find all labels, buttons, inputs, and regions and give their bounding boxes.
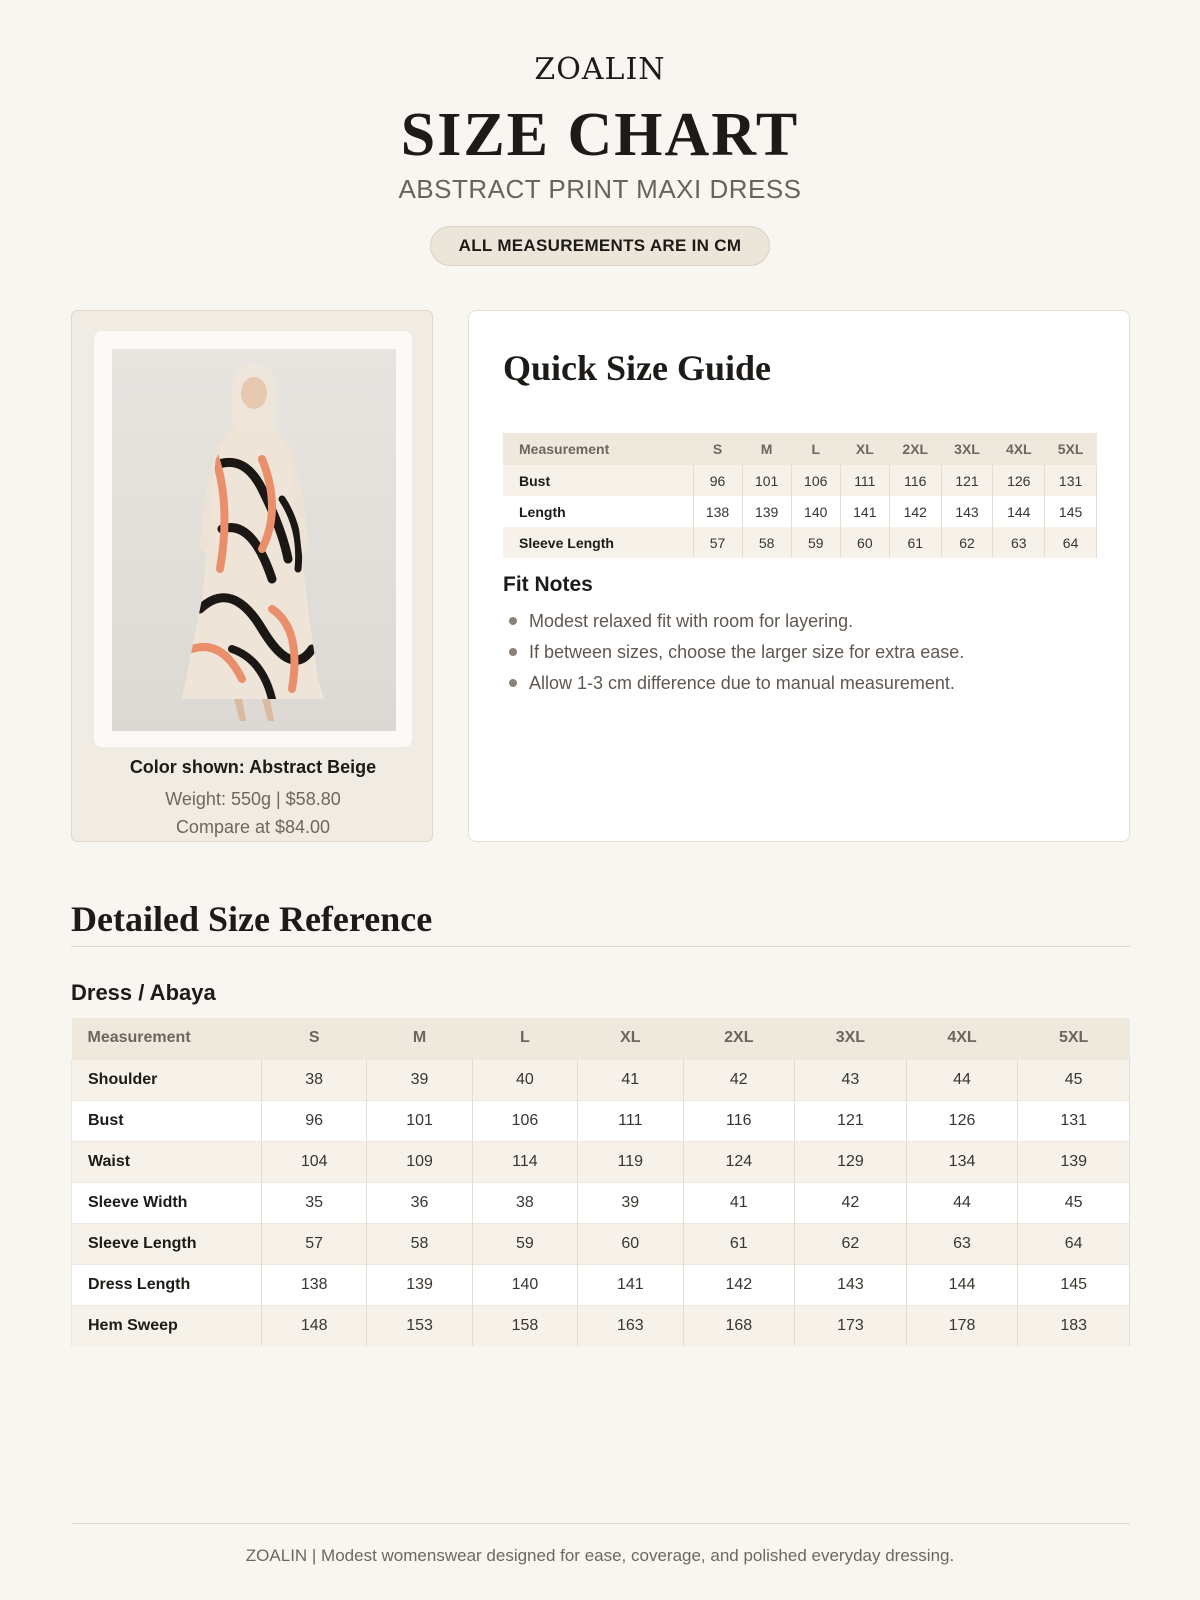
- table-cell: 111: [840, 465, 889, 496]
- column-header: S: [693, 433, 742, 465]
- table-cell: 62: [941, 527, 993, 558]
- table-cell: 41: [683, 1182, 795, 1223]
- table-cell: 39: [367, 1059, 472, 1100]
- row-label-cell: Sleeve Width: [72, 1182, 262, 1223]
- table-cell: 106: [472, 1100, 577, 1141]
- table-cell: 138: [262, 1264, 367, 1305]
- footer-divider: [71, 1523, 1130, 1524]
- table-cell: 57: [262, 1223, 367, 1264]
- table-cell: 124: [683, 1141, 795, 1182]
- column-header: 2XL: [889, 433, 941, 465]
- table-cell: 42: [795, 1182, 907, 1223]
- product-photo-frame: [94, 331, 412, 747]
- table-cell: 131: [1045, 465, 1097, 496]
- detailed-size-table: [71, 1018, 1130, 1346]
- table-cell: 104: [262, 1141, 367, 1182]
- table-cell: 109: [367, 1141, 472, 1182]
- table-cell: 101: [742, 465, 791, 496]
- table-cell: 41: [578, 1059, 683, 1100]
- table-cell: 45: [1018, 1182, 1130, 1223]
- row-label-cell: Dress Length: [72, 1264, 262, 1305]
- fit-notes-title: Fit Notes: [503, 573, 593, 596]
- table-row: [72, 1182, 1130, 1223]
- table-cell: 140: [791, 496, 840, 527]
- table-cell: 63: [906, 1223, 1018, 1264]
- table-cell: 140: [472, 1264, 577, 1305]
- table-cell: 141: [578, 1264, 683, 1305]
- table-cell: 148: [262, 1305, 367, 1346]
- column-header: L: [791, 433, 840, 465]
- table-header-row: [503, 433, 1097, 465]
- footer-text: ZOALIN | Modest womenswear designed for ease, coverage, and polished everyday dressing.: [245, 1546, 955, 1565]
- table-cell: 36: [367, 1182, 472, 1223]
- table-cell: 101: [367, 1100, 472, 1141]
- table-cell: 61: [889, 527, 941, 558]
- table-cell: 114: [472, 1141, 577, 1182]
- list-item: [503, 638, 964, 669]
- table-cell: 142: [683, 1264, 795, 1305]
- column-header: M: [367, 1018, 472, 1059]
- table-cell: 129: [795, 1141, 907, 1182]
- table-cell: 59: [472, 1223, 577, 1264]
- page-title: SIZE CHART: [400, 101, 800, 169]
- detailed-reference-title: Detailed Size Reference: [71, 899, 433, 939]
- table-cell: 44: [906, 1059, 1018, 1100]
- table-cell: 126: [906, 1100, 1018, 1141]
- quick-size-guide-card: [468, 310, 1130, 842]
- bullet-icon: [509, 679, 517, 687]
- column-header: 4XL: [906, 1018, 1018, 1059]
- table-row: [72, 1059, 1130, 1100]
- table-cell: 60: [840, 527, 889, 558]
- column-header: XL: [578, 1018, 683, 1059]
- table-cell: 168: [683, 1305, 795, 1346]
- table-cell: 57: [693, 527, 742, 558]
- model-illustration: [112, 349, 396, 731]
- table-cell: 116: [889, 465, 941, 496]
- table-cell: 144: [906, 1264, 1018, 1305]
- table-row: [503, 527, 1097, 558]
- column-header: M: [742, 433, 791, 465]
- table-cell: 139: [742, 496, 791, 527]
- table-cell: 64: [1045, 527, 1097, 558]
- table-cell: 62: [795, 1223, 907, 1264]
- table-cell: 138: [693, 496, 742, 527]
- product-subtitle: ABSTRACT PRINT MAXI DRESS: [398, 174, 802, 204]
- table-cell: 35: [262, 1182, 367, 1223]
- fit-note-text: Modest relaxed fit with room for layering.: [529, 611, 854, 631]
- column-header: XL: [840, 433, 889, 465]
- product-photo: [112, 349, 396, 731]
- garment-section-label: Dress / Abaya: [71, 980, 216, 1005]
- table-cell: 121: [941, 465, 993, 496]
- row-label-cell: Sleeve Length: [72, 1223, 262, 1264]
- column-header: S: [262, 1018, 367, 1059]
- table-cell: 58: [367, 1223, 472, 1264]
- color-shown-label: Color shown: Abstract Beige: [129, 757, 377, 777]
- fit-note-text: If between sizes, choose the larger size for extra ease.: [529, 642, 965, 662]
- table-cell: 64: [1018, 1223, 1130, 1264]
- table-cell: 145: [1018, 1264, 1130, 1305]
- brand-logo: ZOALIN: [534, 52, 666, 87]
- table-row: [503, 465, 1097, 496]
- table-cell: 144: [993, 496, 1045, 527]
- bullet-icon: [509, 617, 517, 625]
- table-cell: 158: [472, 1305, 577, 1346]
- table-cell: 58: [742, 527, 791, 558]
- table-cell: 38: [472, 1182, 577, 1223]
- column-header: 5XL: [1018, 1018, 1130, 1059]
- row-label-cell: Shoulder: [72, 1059, 262, 1100]
- table-cell: 63: [993, 527, 1045, 558]
- units-badge: ALL MEASUREMENTS ARE IN CM: [430, 226, 770, 266]
- table-cell: 38: [262, 1059, 367, 1100]
- column-header: L: [472, 1018, 577, 1059]
- list-item: [503, 607, 964, 638]
- table-cell: 40: [472, 1059, 577, 1100]
- quick-size-table: [503, 433, 1097, 558]
- column-header: Measurement: [72, 1018, 262, 1059]
- table-row: [72, 1223, 1130, 1264]
- table-cell: 142: [889, 496, 941, 527]
- table-cell: 106: [791, 465, 840, 496]
- table-cell: 42: [683, 1059, 795, 1100]
- table-cell: 139: [1018, 1141, 1130, 1182]
- fit-note-text: Allow 1-3 cm difference due to manual measurement.: [529, 673, 955, 693]
- table-cell: 121: [795, 1100, 907, 1141]
- table-cell: 178: [906, 1305, 1018, 1346]
- column-header: 3XL: [795, 1018, 907, 1059]
- list-item: [503, 669, 964, 700]
- row-label-cell: Sleeve Length: [503, 527, 693, 558]
- column-header: 5XL: [1045, 433, 1097, 465]
- table-cell: 60: [578, 1223, 683, 1264]
- table-row: [72, 1100, 1130, 1141]
- row-label-cell: Hem Sweep: [72, 1305, 262, 1346]
- table-header-row: [72, 1018, 1130, 1059]
- table-cell: 61: [683, 1223, 795, 1264]
- table-cell: 44: [906, 1182, 1018, 1223]
- table-cell: 96: [262, 1100, 367, 1141]
- table-row: [503, 496, 1097, 527]
- table-cell: 96: [693, 465, 742, 496]
- table-cell: 153: [367, 1305, 472, 1346]
- table-cell: 111: [578, 1100, 683, 1141]
- table-cell: 59: [791, 527, 840, 558]
- table-cell: 43: [795, 1059, 907, 1100]
- product-card: [71, 310, 433, 842]
- quick-guide-title: Quick Size Guide: [503, 348, 772, 388]
- table-row: [72, 1305, 1130, 1346]
- row-label-cell: Length: [503, 496, 693, 527]
- bullet-icon: [509, 648, 517, 656]
- row-label-cell: Bust: [72, 1100, 262, 1141]
- column-header: 3XL: [941, 433, 993, 465]
- table-cell: 45: [1018, 1059, 1130, 1100]
- table-cell: 143: [941, 496, 993, 527]
- table-cell: 139: [367, 1264, 472, 1305]
- weight-price-line: Weight: 550g | $58.80: [165, 789, 341, 809]
- table-cell: 116: [683, 1100, 795, 1141]
- table-cell: 119: [578, 1141, 683, 1182]
- table-cell: 173: [795, 1305, 907, 1346]
- column-header: Measurement: [503, 433, 693, 465]
- table-row: [72, 1264, 1130, 1305]
- row-label-cell: Bust: [503, 465, 693, 496]
- table-cell: 145: [1045, 496, 1097, 527]
- table-row: [72, 1141, 1130, 1182]
- section-divider: [71, 946, 1130, 947]
- table-cell: 143: [795, 1264, 907, 1305]
- compare-price: Compare at $84.00: [175, 817, 331, 837]
- table-cell: 141: [840, 496, 889, 527]
- table-cell: 39: [578, 1182, 683, 1223]
- table-cell: 134: [906, 1141, 1018, 1182]
- row-label-cell: Waist: [72, 1141, 262, 1182]
- column-header: 2XL: [683, 1018, 795, 1059]
- table-cell: 163: [578, 1305, 683, 1346]
- table-cell: 126: [993, 465, 1045, 496]
- table-cell: 183: [1018, 1305, 1130, 1346]
- table-cell: 131: [1018, 1100, 1130, 1141]
- fit-notes-list: [503, 607, 964, 700]
- column-header: 4XL: [993, 433, 1045, 465]
